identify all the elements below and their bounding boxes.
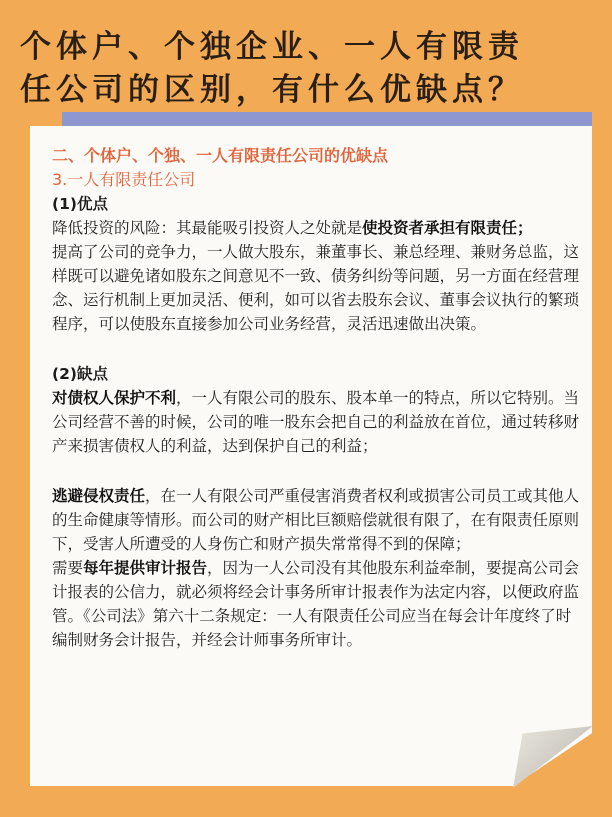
disadvantage-1-bold: 对债权人保护不利 (52, 389, 177, 407)
disadvantage-3-bold: 每年提供审计报告 (83, 559, 208, 577)
page-title (20, 26, 600, 112)
disadvantage-2-text: ，在一人有限公司严重侵害消费者权利或损害公司员工或其他人的生命健康等情形。而公司的财产相比巨额赔偿就很有限了，在有限责任原则下，受害人所遭受的人身伤亡和财产损失常常得不到的保障； (52, 487, 580, 553)
advantages-label: (1)优点 (52, 195, 108, 213)
spacer (52, 336, 586, 362)
advantage-1-bold: 使投资者承担有限责任； (362, 219, 533, 237)
disadvantage-paragraph-3 (52, 556, 586, 652)
disadvantage-paragraph-1 (52, 386, 586, 458)
article-body (52, 144, 586, 652)
disadvantage-1-text: ，一人有限公司的股东、股本单一的特点，所以它特别。当公司经营不善的时候，公司的唯一股东会把自己的利益放在首位，通过转移财产来损害债权人的利益，达到保护自己的利益； (52, 389, 580, 455)
disadvantages-label: (2)缺点 (52, 365, 108, 383)
subsection-heading: 3.一人有限责任公司 (52, 170, 196, 189)
advantage-paragraph-1 (52, 216, 586, 240)
advantage-paragraph-2: 提高了公司的竞争力，一人做大股东，兼董事长、兼总经理、兼财务总监，这样既可以避免诸如股东之间意见不一致、债务纠纷等问题，另一方面在经营理念、运行机制上更加灵活、便利，如可以省去股东会议、董事会议执行的繁琐程序，可以使股东直接参加公司业务经营，灵活迅速做出决策。 (52, 243, 580, 333)
page-curl (513, 726, 593, 788)
disadvantage-3-text: ，因为一人公司没有其他股东利益牵制，要提高公司会计报表的公信力，就必须将经会计事务所审计报表作为法定内容，以便政府监管。《公司法》第六十二条规定：一人有限责任公司应当在每会计年度终了时编制财务会计报告，并经会计师事务所审计。 (52, 559, 580, 649)
title-line-1: 个体户、个独企业、一人有限责 (20, 29, 524, 65)
spacer (52, 458, 586, 484)
disadvantage-3-pre: 需要 (52, 559, 84, 577)
disadvantage-2-bold: 逃避侵权责任 (52, 487, 146, 505)
disadvantage-paragraph-2 (52, 484, 586, 556)
title-line-2: 任公司的区别，有什么优缺点？ (20, 72, 524, 108)
section-heading: 二、个体户、个独、一人有限责任公司的优缺点 (52, 146, 389, 165)
advantage-1-text: 降低投资的风险：其最能吸引投资人之处就是 (52, 219, 363, 237)
title-underline-bar (62, 112, 592, 128)
